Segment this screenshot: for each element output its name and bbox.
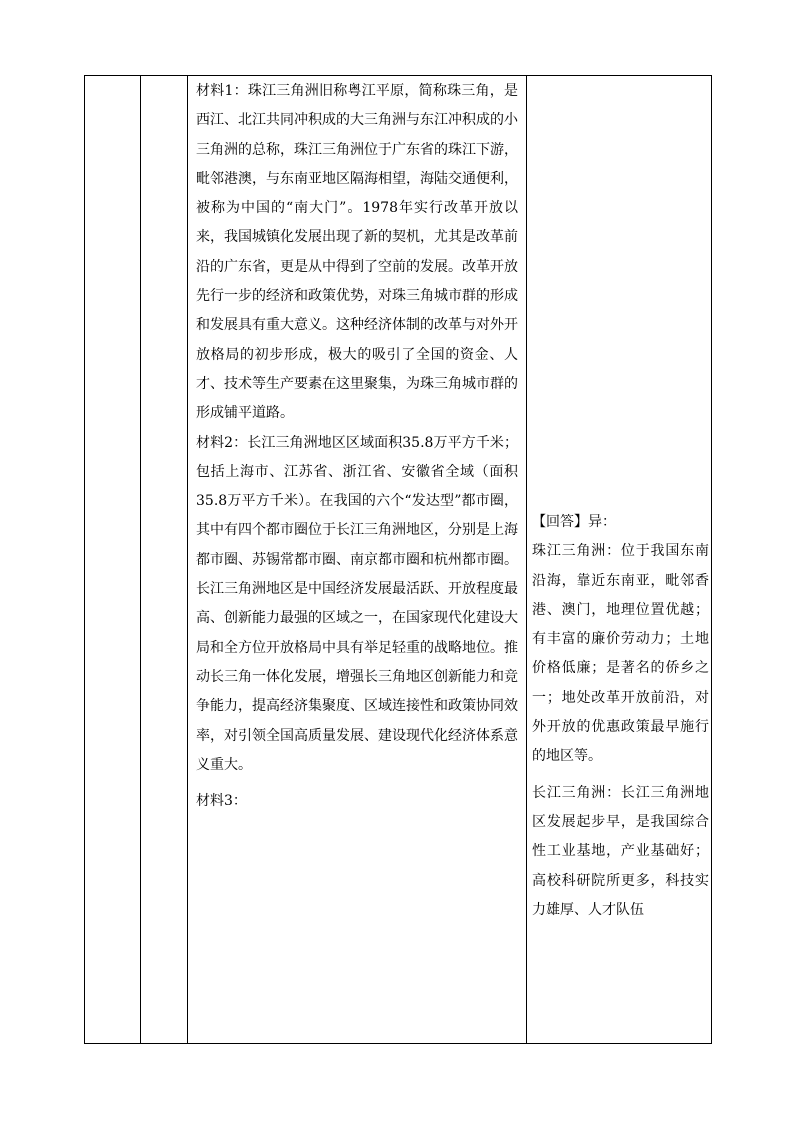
lesson-table	[84, 75, 712, 1044]
answer-intro: 【回答】异：	[532, 514, 616, 530]
answer-prd-paragraph: 珠江三角洲：位于我国东南沿海，靠近东南亚，毗邻香港、澳门，地理位置优越；有丰富的廉价劳动力；土地价格低廉；是著名的侨乡之一；地处改革开放前沿，对外开放的优惠政策最早施行的地区等。	[532, 543, 709, 765]
table-row	[85, 76, 712, 1044]
answer-yrd-paragraph: 长江三角洲：长江三角洲地区发展起步早，是我国综合性工业基地，产业基础好；高校科研院所更多，科技实力雄厚、人才队伍	[532, 784, 709, 918]
empty-cell-2	[141, 76, 188, 1044]
empty-cell-1	[85, 76, 141, 1044]
material-2-paragraph: 材料2：长江三角洲地区区域面积35.8万平方千米；包括上海市、江苏省、浙江省、安徽省全域（面积35.8万平方千米）。在我国的六个“发达型”都市圈，其中有四个都市圈位于长江三角洲地区，分别是上海都市圈、苏锡常都市圈、南京都市圈和杭州都市圈。长江三角洲地区是中国经济发展最活跃、开放程度最高、创新能力最强的区域之一，在国家现代化建设大局和全方位开放格局中具有举足轻重的战略地位。推动长三角一体化发展，增强长三角地区创新能力和竞争能力，提高经济集聚度、区域连接性和政策协同效率，对引领全国高质量发展、建设现代化经济体系意义重大。	[196, 434, 518, 773]
material-3-label: 材料3：	[196, 793, 247, 810]
materials-cell	[188, 76, 527, 1044]
answer-cell	[527, 76, 712, 1044]
material-1-paragraph: 材料1：珠江三角洲旧称粤江平原，简称珠三角，是西江、北江共同冲积成的大三角洲与东江冲积成的小三角洲的总称，珠江三角洲位于广东省的珠江下游，毗邻港澳，与东南亚地区隔海相望，海陆交通便利，被称为中国的“南大门”。1978年实行改革开放以来，我国城镇化发展出现了新的契机，尤其是改革前沿的广东省，更是从中得到了空前的发展。改革开放先行一步的经济和政策优势，对珠三角城市群的形成和发展具有重大意义。这种经济体制的改革与对外开放格局的初步形成，极大的吸引了全国的资金、人才、技术等生产要素在这里聚集，为珠三角城市群的形成铺平道路。	[196, 83, 518, 422]
answer-block	[532, 508, 709, 1043]
